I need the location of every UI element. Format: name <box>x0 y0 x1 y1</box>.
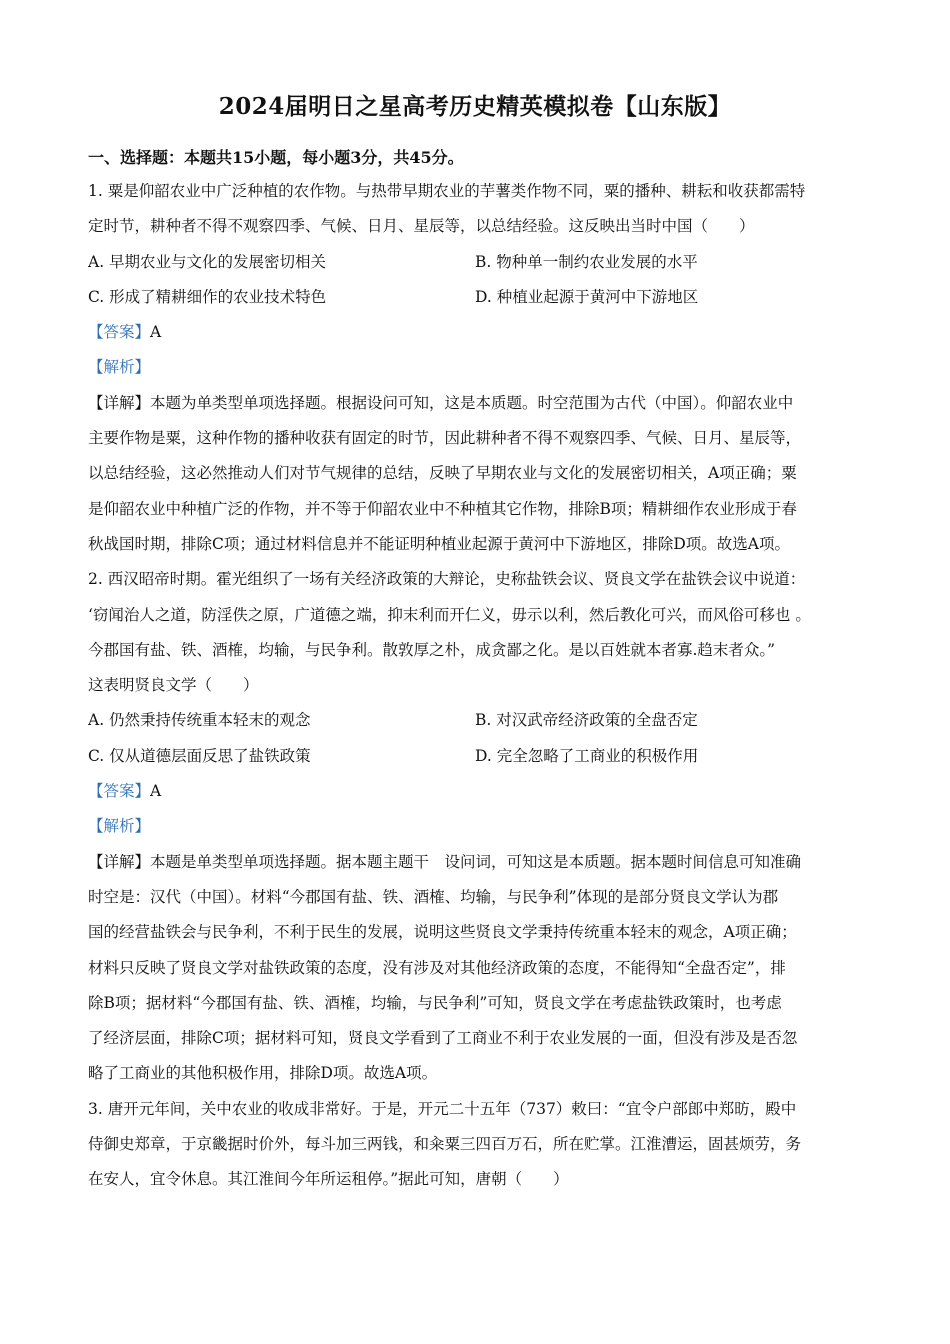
q1-detail-line: 以总结经验，这必然推动人们对节气规律的总结，反映了早期农业与文化的发展密切相关，A项正确；粟 <box>88 464 797 483</box>
detail-tag: 【详解】 <box>88 852 151 871</box>
q2-option-b: B. 对汉武帝经济政策的全盘否定 <box>475 711 698 730</box>
q2-detail-line: 材料只反映了贤良文学对盐铁政策的态度，没有涉及对其他经济政策的态度，不能得知“全盘否定”，排 <box>88 958 786 977</box>
section-heading: 一、选择题：本题共15小题，每小题3分，共45分。 <box>88 148 464 167</box>
q2-options-row <box>88 707 862 742</box>
q2-option-d: D. 完全忽略了工商业的积极作用 <box>475 746 699 765</box>
answer-value: A <box>150 782 162 801</box>
q1-detail-line <box>88 390 862 425</box>
q2-detail-line: 时空是：汉代（中国）。材料“今郡国有盐、铁、酒榷、均输，与民争利”体现的是部分贤良文学认为郡 <box>88 887 779 906</box>
q1-stem-line: 定时节，耕种者不得不观察四季、气候、日月、星辰等，以总结经验。这反映出当时中国（ ） <box>88 217 755 236</box>
page-title: 2024届明日之星高考历史精英模拟卷【山东版】 <box>218 93 732 120</box>
answer-tag: 【答案】 <box>88 782 151 801</box>
q1-option-a: A. 早期农业与文化的发展密切相关 <box>88 252 327 271</box>
q2-detail-line: 了经济层面，排除C项；据材料可知，贤良文学看到了工商业不利于农业发展的一面，但没有涉及是否忽 <box>88 1029 798 1048</box>
q1-options-row <box>88 284 862 319</box>
q1-answer <box>88 319 862 354</box>
q2-detail-line: 略了工商业的其他积极作用，排除D项。故选A项。 <box>88 1064 438 1083</box>
detail-tag: 【详解】 <box>88 393 151 412</box>
answer-value: A <box>150 323 162 342</box>
q2-stem-line: 2. 西汉昭帝时期。霍光组织了一场有关经济政策的大辩论，史称盐铁会议、贤良文学在盐铁会议中说道： <box>88 570 806 589</box>
q1-detail-line: 主要作物是粟，这种作物的播种收获有固定的时节，因此耕种者不得不观察四季、气候、日月、星辰等， <box>88 429 802 448</box>
q2-answer <box>88 778 862 813</box>
q3-stem-line: 侍御史郑章，于京畿据时价外，每斗加三两钱，和籴粟三四百万石，所在贮掌。江淮漕运，固甚烦劳，务 <box>88 1135 802 1154</box>
q1-detail-line: 秋战国时期，排除C项；通过材料信息并不能证明种植业起源于黄河中下游地区，排除D项。故选A项。 <box>88 534 790 553</box>
q2-detail-line: 国的经营盐铁会与民争利，不利于民生的发展，说明这些贤良文学秉持传统重本轻末的观念，A项正确； <box>88 923 797 942</box>
analysis-tag: 【解析】 <box>88 358 151 377</box>
detail-text: 本题为单类型单项选择题。根据设问可知，这是本质题。时空范围为古代（中国）。仰韶农业中 <box>150 393 794 412</box>
q2-detail-line: 除B项；据材料“今郡国有盐、铁、酒榷，均输，与民争利”可知，贤良文学在考虑盐铁政策时，也考虑 <box>88 993 782 1012</box>
q2-option-a: A. 仍然秉持传统重本轻末的观念 <box>88 711 311 730</box>
q1-option-b: B. 物种单一制约农业发展的水平 <box>475 252 698 271</box>
q3-stem-line: 3. 唐开元年间，关中农业的收成非常好。于是，开元二十五年（737）敕曰：“宜令户部郎中郑昉，殿中 <box>88 1099 797 1118</box>
analysis-tag: 【解析】 <box>88 817 151 836</box>
q1-detail-line: 是仰韶农业中种植广泛的作物，并不等于仰韶农业中不种植其它作物，排除B项；精耕细作农业形成于春 <box>88 499 797 518</box>
q2-stem-line: 这表明贤良文学（ ） <box>88 676 259 695</box>
q1-options-row <box>88 249 862 284</box>
questions-body <box>88 178 862 1202</box>
q2-option-c: C. 仅从道德层面反思了盐铁政策 <box>88 746 311 765</box>
q2-stem-line: 今郡国有盐、铁、酒榷，均输，与民争利。散敦厚之朴，成贪鄙之化。是以百姓就本者寡.趋末者众。” <box>88 640 776 659</box>
q1-stem-line: 1. 粟是仰韶农业中广泛种植的农作物。与热带早期农业的芋薯类作物不同，粟的播种、耕耘和收获都需特 <box>88 182 806 200</box>
q3-stem-line: 在安人，宜令休息。其江淮间今年所运租停。”据此可知，唐朝（ ） <box>88 1170 569 1189</box>
answer-tag: 【答案】 <box>88 323 151 342</box>
q2-detail-line <box>88 849 862 884</box>
q2-options-row <box>88 743 862 778</box>
detail-text: 本题是单类型单项选择题。据本题主题干 设问词，可知这是本质题。据本题时间信息可知准确 <box>150 852 802 871</box>
q2-stem-line: ‘窃闻治人之道，防淫佚之原，广道德之端，抑末利而开仁义，毋示以利，然后教化可兴，而风俗可移也 。 <box>88 605 811 624</box>
q1-analysis <box>88 354 862 389</box>
q1-option-d: D. 种植业起源于黄河中下游地区 <box>475 287 699 306</box>
q2-analysis <box>88 813 862 848</box>
q1-option-c: C. 形成了精耕细作的农业技术特色 <box>88 287 327 306</box>
